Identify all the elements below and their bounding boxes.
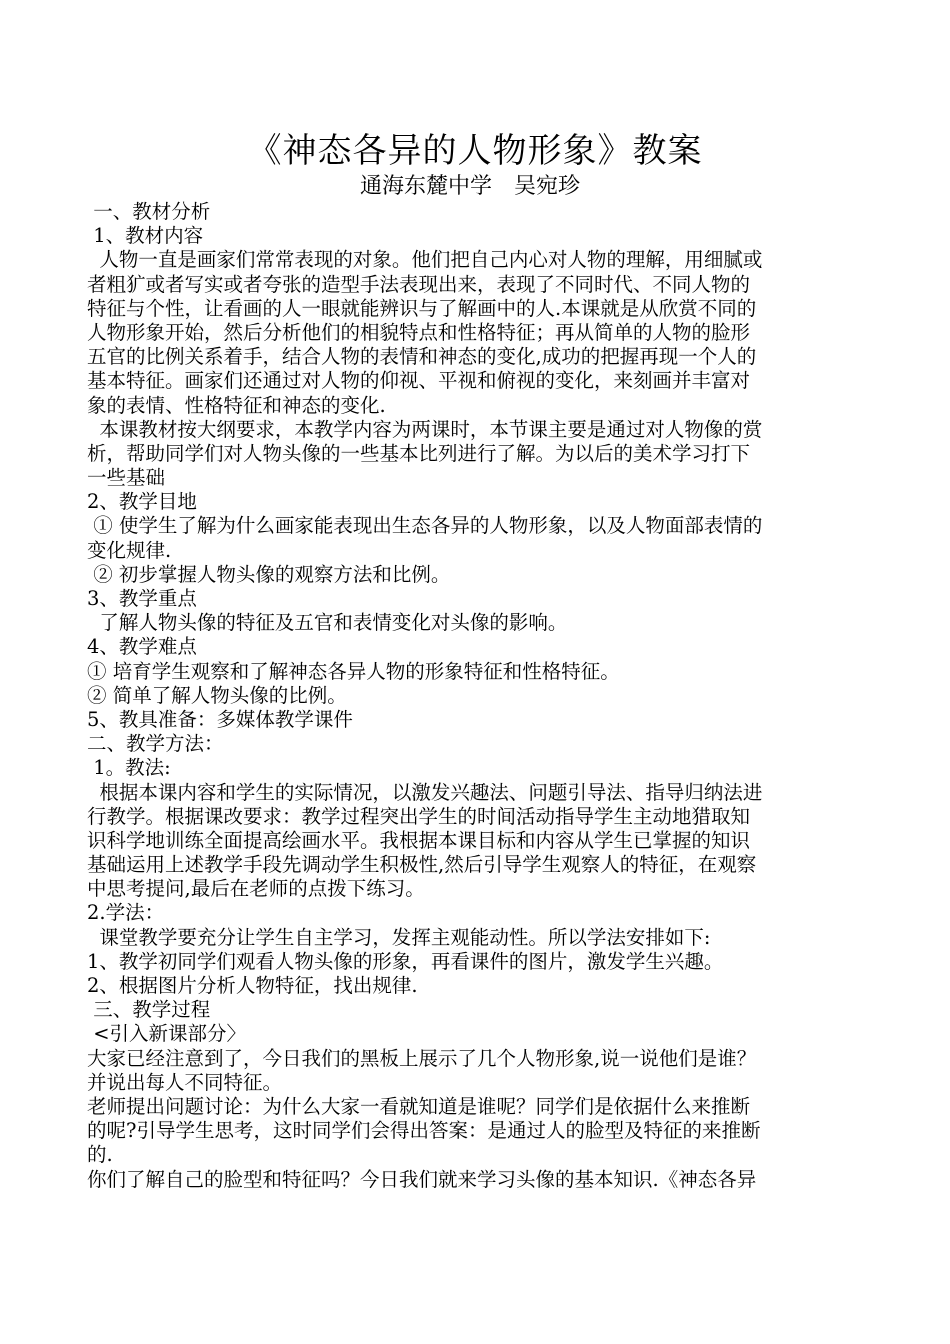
list-item: ① 使学生了解为什么画家能表现出生态各异的人物形象，以及人物面部表情的 — [87, 514, 763, 538]
paragraph-line: 人物形象开始，然后分析他们的相貌特点和性格特征；再从简单的人物的脸形 — [87, 320, 751, 344]
subsection-heading: 4、教学难点 — [87, 635, 197, 659]
paragraph-line: 老师提出问题讨论：为什么大家一看就知道是谁呢？同学们是依据什么来推断 — [87, 1094, 751, 1118]
paragraph-line: 根据本课内容和学生的实际情况，以激发兴趣法、问题引导法、指导归纳法进 — [87, 780, 763, 804]
paragraph-line: 者粗犷或者写实或者夸张的造型手法表现出来，表现了不同时代、不同人物的 — [87, 272, 751, 296]
list-item: ② 初步掌握人物头像的观察方法和比例。 — [87, 562, 451, 586]
subsection-heading: 5、教具准备：多媒体教学课件 — [87, 707, 353, 731]
paragraph-line: 特征与个性，让看画的人一眼就能辨识与了解画中的人.本课就是从欣赏不同的 — [87, 296, 757, 320]
paragraph-line: 中思考提问,最后在老师的点拨下练习。 — [87, 877, 425, 901]
section-heading: 三、教学过程 — [87, 998, 211, 1022]
subsection-heading: 1。教法: — [87, 756, 171, 780]
paragraph-line: 你们了解自己的脸型和特征吗？今日我们就来学习头像的基本知识.《神态各异 — [87, 1167, 757, 1191]
section-heading: 一、教材分析 — [87, 200, 211, 223]
paragraph-line: 大家已经注意到了，今日我们的黑板上展示了几个人物形象,说一说他们是谁？ — [87, 1046, 757, 1070]
paragraph-line: 并说出每人不同特征。 — [87, 1070, 283, 1094]
paragraph-line: 课堂教学要充分让学生自主学习，发挥主观能动性。所以学法安排如下: — [87, 925, 711, 949]
document-author: 通海东麓中学 吴宛珍 — [360, 174, 581, 199]
paragraph-line: 的呢?引导学生思考，这时同学们会得出答案：是通过人的脸型及特征的来推断 — [87, 1119, 761, 1143]
paragraph-line: 五官的比例关系着手，结合人物的表情和神态的变化,成功的把握再现一个人的 — [87, 345, 757, 369]
paragraph-line: 行教学。根据课改要求：教学过程突出学生的时间活动指导学生主动地猎取知 — [87, 804, 751, 828]
paragraph-line: 本课教材按大纲要求，本教学内容为两课时，本节课主要是通过对人物像的赏 — [87, 417, 763, 441]
list-item: ② 简单了解人物头像的比例。 — [87, 683, 347, 707]
paragraph-line: 象的表情、性格特征和神态的变化. — [87, 393, 386, 417]
paragraph-line: 基础运用上述教学手段先调动学生积极性,然后引导学生观察人的特征，在观察 — [87, 853, 757, 877]
subsection-heading: 2、教学目地 — [87, 490, 197, 514]
list-item: 2、根据图片分析人物特征，找出规律. — [87, 974, 418, 997]
paragraph-line: 了解人物头像的特征及五官和表情变化对头像的影响。 — [87, 611, 568, 635]
paragraph-line: 析，帮助同学们对人物头像的一些基本比列进行了解。为以后的美术学习打下 — [87, 441, 751, 465]
paragraph-line: 识科学地训练全面提高绘画水平。我根据本课目标和内容从学生已掌握的知识 — [87, 828, 751, 852]
subsection-heading: 2.学法： — [87, 901, 165, 925]
subsection-heading: <引入新课部分〉 — [87, 1022, 247, 1046]
paragraph-line: 变化规律. — [87, 538, 172, 562]
list-item: 1、教学初同学们观看人物头像的形象，再看课件的图片，激发学生兴趣。 — [87, 949, 724, 973]
subsection-heading: 1、教材内容 — [87, 224, 204, 248]
paragraph-line: 一些基础 — [87, 466, 166, 490]
document-title: 《神态各异的人物形象》教案 — [247, 131, 703, 171]
subsection-heading: 3、教学重点 — [87, 587, 197, 610]
paragraph-line: 的. — [87, 1143, 113, 1167]
paragraph-line: 人物一直是画家们常常表现的对象。他们把自己内心对人物的理解，用细腻或 — [87, 248, 763, 272]
paragraph-line: 基本特征。画家们还通过对人物的仰视、平视和俯视的变化，来刻画并丰富对 — [87, 369, 751, 393]
list-item: ① 培育学生观察和了解神态各异人物的形象特征和性格特征。 — [87, 659, 620, 683]
section-heading: 二、教学方法： — [87, 732, 224, 756]
document-body — [87, 200, 867, 1192]
